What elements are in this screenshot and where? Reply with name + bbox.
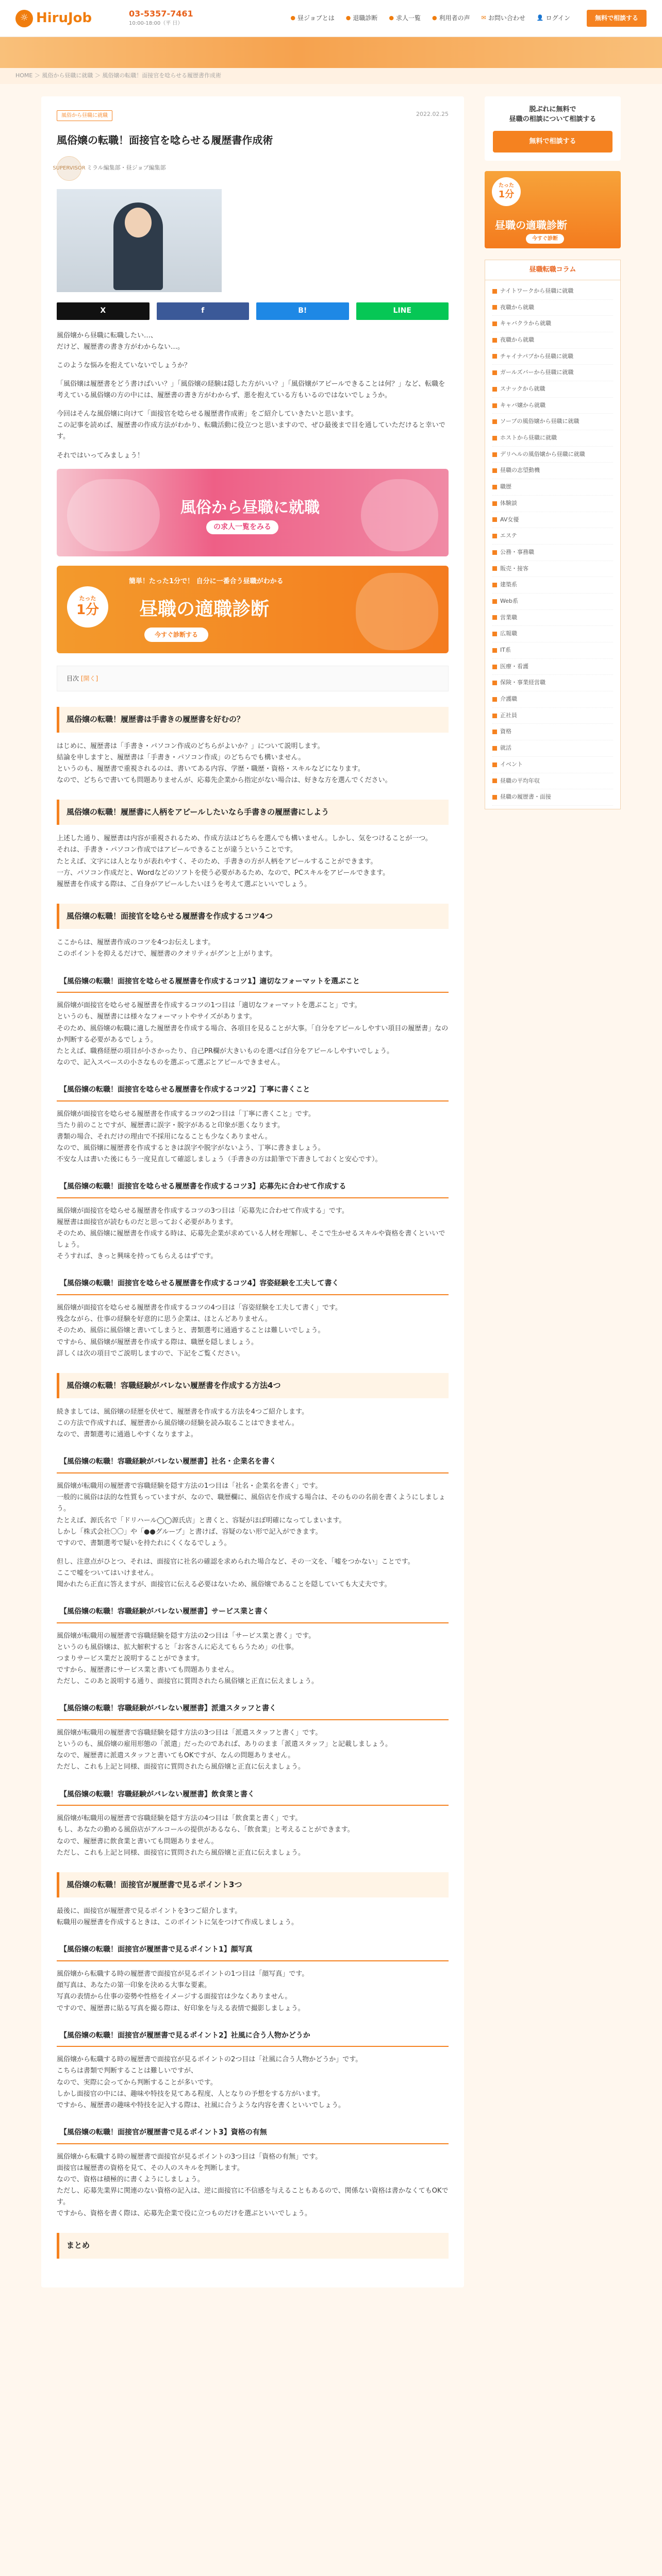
category-label: 昼職の志望動機: [500, 467, 540, 474]
category-label: 職歴: [500, 483, 511, 490]
body-paragraph: 風俗嬢が転職用の履歴書で容職経験を隠す方法の4つ目は「飲食業と書く」です。 もし、あなたの勤める風俗店がアルコールの提供があるなら、「飲食業」と考えることができます。 なので、履歴書に飲食業と書いても問題ありません。 ただし、これも上記と同様、面接官に質問されたら風俗嬢と正直に伝えましょう。: [57, 1815, 354, 1857]
banner2-people: [356, 573, 438, 650]
eyecatch-image: [57, 189, 222, 292]
nav-contact[interactable]: [482, 13, 525, 23]
intro-paragraph: このような悩みを抱えていないでしょうか？: [57, 361, 191, 369]
category-label: 広報職: [500, 630, 517, 637]
one-minute-badge: [67, 586, 108, 628]
site-header: [0, 0, 662, 37]
body-paragraph: 風俗嬢が面接官を唸らせる履歴書を作成するコツの4つ目は「容姿経験を工夫して書く」です。 残念ながら、仕事の経験を好意的に思う企業は、ほとんどありません。 そのため、風俗に風俗嬢と書いてしまうと、書類選考に通過することは難しいでしょう。 ですから、風俗嬢が履歴書を作成する際は、職歴を隠しましょう。 詳しくは次の項目でご説明しますので、下記をご覧ください。: [57, 1304, 342, 1358]
category-link[interactable]: [492, 561, 613, 578]
category-label: 医療・看護: [500, 663, 528, 670]
category-link[interactable]: [492, 479, 613, 496]
section-heading: 風俗嬢の転職！履歴書に人柄をアピールしたいなら手書きの履歴書にしよう: [57, 800, 449, 825]
share-buttons: [57, 302, 449, 320]
body-paragraph: 但し、注意点がひとつ、それは、面接官に社名の確認を求められた場合など、その一文を、「嘘をつかない」ことです。 ここで嘘をついてはいけません。 聞かれたら正直に答えますが、面接官に伝える必要はないため、風俗嬢であることを隠していても大丈夫です。: [57, 1557, 415, 1589]
category-link[interactable]: [492, 349, 613, 365]
body-paragraph: ここからは、履歴書作成のコツを4つお伝えします。 このポイントを抑えるだけで、履歴書のクオリティがグンと上がります。: [57, 939, 277, 958]
category-label: 販売・接客: [500, 565, 528, 572]
consult-button[interactable]: 無料で相談する: [587, 10, 647, 26]
logo-sun-icon: ☼: [15, 10, 33, 27]
square-bullet-icon: [492, 305, 497, 310]
category-link[interactable]: [492, 659, 613, 675]
nav-about[interactable]: [290, 13, 334, 23]
category-label: ナイトワークから昼職に就職: [500, 287, 574, 294]
square-bullet-icon: [492, 632, 497, 636]
category-link[interactable]: [492, 724, 613, 740]
category-label: 昼職の履歴書・面接: [500, 793, 551, 801]
category-label: チャイナパブから昼職に就職: [500, 352, 574, 360]
article-meta: [57, 110, 449, 121]
nav-label: 昼ジョブとは: [297, 14, 335, 22]
sidebar-cta: [485, 96, 621, 161]
body-paragraph: 風俗嬢から転職する時の履歴書で面接官が見るポイントの1つ目は「顔写真」です。 顔写真は、あなたの第一印象を決める大事な要素。 写真の表情から仕事の姿勢や性格をイメージする面接官は少なくありません。 ですので、履歴書に貼る写真を撮る際は、好印象を与える表情で撮影しましょう。: [57, 1970, 309, 2012]
subsection-heading: 【風俗嬢の転職！面接官を唸らせる履歴書を作成するコツ4】容姿経験を工夫して書く: [57, 1274, 449, 1295]
category-label: 就活: [500, 744, 511, 752]
square-bullet-icon: [492, 599, 497, 604]
nav-label: 退職診断: [353, 14, 378, 22]
square-bullet-icon: [492, 550, 497, 555]
article-title: 風俗嬢の転職！面接官を唸らせる履歴書作成術: [57, 133, 273, 146]
category-label: 保険・事業経営職: [500, 679, 545, 686]
article-body: [57, 707, 449, 2259]
category-link[interactable]: [492, 773, 613, 790]
category-link[interactable]: [492, 512, 613, 529]
square-bullet-icon: [492, 289, 497, 294]
category-label: ソープの風俗嬢から昼職に就職: [500, 418, 580, 425]
body-paragraph: 風俗嬢から転職する時の履歴書で面接官が見るポイントの3つ目は「資格の有無」です。 面接官は履歴書の資格を見て、その人のスキルを判断します。 なので、資格は積極的に書くようにしましょう。 ただし、応募先業界に関連のない資格の記入は、逆に面接官に不信感を与えることもあるので、関係ない資格は書かなくてもOKです。 ですから、資格を書く際は、応募先企業で役に立つものだけを選ぶといいでしょう。: [57, 2153, 449, 2218]
author-avatar: SUPERVISOR: [57, 156, 81, 181]
intro: [57, 330, 449, 462]
body-paragraph: 続きましては、風俗嬢の経歴を伏せて、履歴書を作成する方法を4つご紹介します。 この方法で作成すれば、履歴書から風俗嬢の経験を読み取ることはできません。 なので、書類選考に通過しやすくなりますよ。: [57, 1408, 308, 1439]
mail-icon: ✉: [481, 14, 486, 22]
chat-icon: ●: [432, 14, 437, 22]
subsection-heading: 【風俗嬢の転職！面接官が履歴書で見るポイント3】資格の有無: [57, 2123, 449, 2144]
square-bullet-icon: [492, 615, 497, 620]
category-link[interactable]: [492, 708, 613, 724]
category-label: 公務・事務職: [500, 548, 534, 555]
square-bullet-icon: [492, 501, 497, 506]
category-link[interactable]: [492, 381, 613, 398]
square-bullet-icon: [492, 566, 497, 571]
category-link[interactable]: [492, 740, 613, 757]
category-label: スナックから就職: [500, 385, 545, 392]
body-paragraph: 風俗嬢から転職する時の履歴書で面接官が見るポイントの2つ目は「社風に合う人物かどうか」です。 こちらは書類で判断することは難しいですが、 なので、実際に会ってから判断することが多いです。 しかし面接官の中には、趣味や特技を見てある程度、人となりの予想をする方がいます。 ですから、履歴書の趣味や特技を記入する際は、社風に合うような内容を書くといいでしょう。: [57, 2056, 362, 2109]
square-bullet-icon: [492, 321, 497, 326]
banner2-cta: 今すぐ診断する: [144, 628, 208, 642]
author-block: [53, 156, 449, 181]
category-link[interactable]: [492, 789, 613, 806]
site-logo[interactable]: [15, 7, 103, 29]
category-label: イベント: [500, 760, 523, 768]
square-bullet-icon: [492, 648, 497, 653]
category-label: 資格: [500, 728, 511, 735]
square-bullet-icon: [492, 517, 497, 522]
square-bullet-icon: [492, 403, 497, 408]
category-label: 体験談: [500, 499, 517, 506]
category-link[interactable]: [492, 414, 613, 430]
section-heading: 風俗嬢の転職！面接官を唸らせる履歴書を作成するコツ4つ: [57, 904, 449, 929]
nav-login[interactable]: [537, 13, 570, 23]
square-bullet-icon: [492, 468, 497, 473]
toc-label: 目次: [67, 674, 79, 682]
nav-label: 求人一覧: [396, 14, 421, 22]
category-label: デリヘルの風俗嬢から昼職に就職: [500, 450, 585, 457]
nav-voices[interactable]: [432, 13, 470, 23]
category-link[interactable]: [492, 675, 613, 691]
square-bullet-icon: [492, 534, 497, 538]
breadcrumb[interactable]: HOME ＞ 風俗から昼職に就職 ＞ 風俗嬢の転職！面接官を唸らせる履歴書作成術: [0, 68, 662, 84]
category-label: 昼職の平均年収: [500, 777, 540, 784]
category-link[interactable]: [492, 300, 613, 316]
category-label: ホストから昼職に就職: [500, 434, 557, 442]
category-label: Web系: [500, 597, 518, 604]
category-link[interactable]: [492, 691, 613, 708]
square-bullet-icon: [492, 665, 497, 669]
section-heading: 風俗嬢の転職！履歴書は手書きの履歴書を好むの？: [57, 707, 449, 733]
banner1-sub: の求人一覧をみる: [206, 520, 278, 535]
category-link[interactable]: [492, 610, 613, 626]
sidebar-cta-text: 脱ぷれに無料で 昼職の相談について相談する: [509, 105, 597, 124]
intro-paragraph: 風俗嬢から昼職に転職したい…、 だけど、履歴書の書き方がわからない…。: [57, 331, 185, 351]
square-bullet-icon: [492, 485, 497, 489]
info-icon: ●: [290, 14, 295, 22]
banner2-lead: 簡単！たった1分で！ 自分に一番合う昼職がわかる: [129, 577, 284, 585]
category-link[interactable]: [492, 332, 613, 349]
square-bullet-icon: [492, 338, 497, 343]
body-paragraph: 風俗嬢が転職用の履歴書で容職経験を隠す方法の3つ目は「派遣スタッフと書く」です。 というのも、風俗嬢の雇用形態の「派遣」だったのであれば、ありのまま「派遣スタッフ」と記載しましょう。 なので、履歴書に派遣スタッフと書いてもOKですが、なんの問題ありません。 ただし、これも上記と同様、面接官に質問されたら風俗嬢と正直に伝えましょう。: [57, 1729, 392, 1771]
share-x-button[interactable]: X: [57, 302, 150, 320]
square-bullet-icon: [492, 795, 497, 800]
body-paragraph: 風俗嬢が面接官を唸らせる履歴書を作成するコツの2つ目は「丁寧に書くこと」です。 当たり前のことですが、履歴書に誤字・脱字があると印象が悪くなります。 書類の場合、それだけの理由で不採用になることも少なくありません。 なので、風俗嬢に履歴書を作成するときは誤字や脱字がないよう、丁寧に書きましょう。 不安な人は書いた後にもう一度見直して確認しましょう（手書きの方は鉛筆で下書きしておくと安心です）。: [57, 1110, 382, 1164]
column-title: 昼職転職コラム: [485, 260, 621, 280]
author-name[interactable]: ミラル編集部・昼ジョブ編集部: [87, 164, 166, 172]
square-bullet-icon: [492, 762, 497, 767]
content-wrapper: [0, 84, 662, 2287]
body-paragraph: 風俗嬢が転職用の履歴書で容職経験を隠す方法の2つ目は「サービス業と書く」です。 というのも風俗嬢は、拡大解釈すると「お客さんに応えてもらうため」の仕事。 つまりサービス業だと説明することができます。 ですから、履歴書にサービス業と書いても問題ありません。 ただし、このあと説明する通り、面接官に質問されたら風俗嬢と正直に伝えましょう。: [57, 1632, 319, 1686]
login-label: ログイン: [545, 14, 570, 22]
subsection-heading: 【風俗嬢の転職！面接官が履歴書で見るポイント2】社風に合う人物かどうか: [57, 2026, 449, 2047]
badge-top: たった: [79, 595, 96, 602]
phone-block: [129, 9, 193, 27]
square-bullet-icon: [492, 387, 497, 392]
nav-label: 利用者の声: [439, 14, 470, 22]
subsection-heading: 【風俗嬢の転職！容職経験がバレない履歴書】サービス業と書く: [57, 1602, 449, 1623]
sidebar-banner-cta: 今すぐ診断: [526, 234, 564, 244]
phone-number[interactable]: 03-5357-7461: [129, 9, 193, 19]
check-icon: ●: [345, 14, 351, 22]
hero-strip: [0, 37, 662, 68]
badge-num: 1分: [76, 602, 100, 618]
section-heading: 風俗嬢の転職！容職経験がバレない履歴書を作成する方法4つ: [57, 1373, 449, 1399]
nav-diagnosis[interactable]: [346, 13, 378, 23]
subsection-heading: 【風俗嬢の転職！面接官を唸らせる履歴書を作成するコツ2】丁寧に書くこと: [57, 1080, 449, 1101]
job-list-banner[interactable]: [57, 469, 449, 556]
category-link[interactable]: [492, 283, 613, 300]
category-label: キャバ嬢から就職: [500, 401, 545, 409]
publish-date: 2022.02.25: [416, 110, 449, 117]
category-list: [485, 280, 621, 809]
table-of-contents: [57, 666, 449, 691]
category-link[interactable]: [492, 577, 613, 594]
badge-num: 1分: [498, 189, 515, 200]
category-link[interactable]: [492, 626, 613, 642]
intro-paragraph: 今回はそんな風俗嬢に向けて「面接官を唸らせる履歴書作成術」をご紹介していきたいと思います。 この記事を読めば、履歴書の作成方法がわかり、転職活動に役立つと思いますので、ぜひ最後まで目を通していただけると幸いです。: [57, 410, 445, 441]
woman-face: [125, 208, 152, 238]
square-bullet-icon: [492, 370, 497, 375]
category-link[interactable]: [492, 430, 613, 447]
global-nav: [290, 10, 647, 26]
square-bullet-icon: [492, 681, 497, 685]
category-label: AV女優: [500, 516, 519, 523]
category-link[interactable]: [492, 398, 613, 414]
logo-text: HiruJob: [36, 10, 92, 26]
square-bullet-icon: [492, 778, 497, 783]
category-label: 営業職: [500, 614, 517, 621]
banner2-title: 昼職の適職診断: [139, 598, 270, 620]
user-icon: 👤: [536, 14, 544, 22]
subsection-heading: 【風俗嬢の転職！容職経験がバレない履歴書】社名・企業名を書く: [57, 1452, 449, 1473]
category-label: 建築系: [500, 581, 517, 588]
category-label: 介護職: [500, 696, 517, 703]
square-bullet-icon: [492, 354, 497, 359]
square-bullet-icon: [492, 697, 497, 702]
article: [41, 96, 464, 2287]
intro-paragraph: それではいってみましょう！: [57, 451, 144, 460]
subsection-heading: 【風俗嬢の転職！面接官が履歴書で見るポイント1】顔写真: [57, 1940, 449, 1961]
business-hours: 10:00-18:00（平 日）: [129, 20, 183, 26]
category-link[interactable]: [492, 447, 613, 463]
badge-top: たった: [499, 182, 514, 189]
square-bullet-icon: [492, 452, 497, 457]
category-tag[interactable]: 風俗から昼職に就職: [57, 110, 112, 121]
category-label: 夜職から就職: [500, 303, 534, 311]
banner1-title: 風俗から昼職に就職: [180, 498, 320, 517]
share-line-button[interactable]: LINE: [356, 302, 449, 320]
banner-people-left: [67, 479, 160, 551]
category-label: ガールズバーから昼職に就職: [500, 369, 574, 376]
category-link[interactable]: [492, 545, 613, 561]
toc-toggle[interactable]: [開く]: [80, 674, 98, 682]
list-icon: ●: [389, 14, 394, 22]
category-label: 夜職から就職: [500, 336, 534, 343]
category-label: エステ: [500, 532, 517, 539]
diagnosis-banner[interactable]: [57, 566, 449, 653]
share-facebook-button[interactable]: f: [157, 302, 250, 320]
nav-jobs[interactable]: [389, 13, 421, 23]
section-heading: まとめ: [57, 2233, 449, 2259]
category-link[interactable]: [492, 496, 613, 512]
section-heading: 風俗嬢の転職！面接官が履歴書で見るポイント3つ: [57, 1872, 449, 1898]
intro-paragraph: 「風俗嬢は履歴書をどう書けばいい？」「風俗嬢の経験は隠した方がいい？」「風俗嬢がアピールできることは何？」など、転職を考えている風俗嬢の方の中には、履歴書の書き方がわからず、悪を抱えている方もいるのではないでしょうか。: [57, 380, 445, 400]
subsection-heading: 【風俗嬢の転職！容職経験がバレない履歴書】派遣スタッフと書く: [57, 1699, 449, 1720]
category-link[interactable]: [492, 642, 613, 659]
square-bullet-icon: [492, 419, 497, 424]
share-hatena-button[interactable]: B!: [256, 302, 349, 320]
square-bullet-icon: [492, 583, 497, 587]
body-paragraph: 風俗嬢が転職用の履歴書で容職経験を隠す方法の1つ目は「社名・企業名を書く」です。 一般的に風俗は法的な性質もっていますが、なので、職歴欄に、風俗店を作成する場合は、そのものの名前を書くようにしましょう。 たとえば、源氏名で「ドリハール◯◯源氏店」と書くと、容疑がほぼ明確になってしまいます。 しかし「株式会社〇〇」や「●●グループ」と書けば、容疑のない形で記入ができます。 ですので、書類選考で疑いを持たれにくくなるでしょう。: [57, 1482, 445, 1547]
subsection-heading: 【風俗嬢の転職！面接官を唸らせる履歴書を作成するコツ3】応募先に合わせて作成する: [57, 1177, 449, 1198]
category-link[interactable]: [492, 365, 613, 381]
banner-people-right: [361, 479, 438, 551]
body-paragraph: はじめに、履歴書は「手書き・パソコン作成のどちらがよいか？」について説明します。 結論を申しますと、履歴書は「手書き・パソコン作成」のどちらでも構いません。 というのも、履歴書で重視されるのは、書いてある内容、学歴・職歴・資格・スキルなどになります。 なので、どちらで書いても問題ありませんが、応募先企業から指定がない場合は、好きな方を選んでください。: [57, 742, 392, 784]
body-paragraph: 風俗嬢が面接官を唸らせる履歴書を作成するコツの1つ目は「適切なフォーマットを選ぶこと」です。 というのも、履歴書には様々なフォーマットやサイズがあります。 そのため、風俗嬢の転職に適した履歴書を作成する場合、各項目を見ることが大事。「自分をアピールしやすい項目の履歴書」なのか判断する必要があるでしょう。 たとえば、職務経歴の項目が小さかったり、自己PR欄が大きいものを選べば自分をアピールしやすいでしょう。 なので、記入スペースの小さなものを選ぶって選ぶとアピールできません。: [57, 1002, 449, 1066]
body-paragraph: 最後に、面接官が履歴書で見るポイントを3つご紹介します。 転職用の履歴書を作成するときは、このポイントに気をつけて作成しましょう。: [57, 1907, 299, 1927]
body-paragraph: 風俗嬢が面接官を唸らせる履歴書を作成するコツの3つ目は「応募先に合わせて作成する」です。 履歴書は面接官が読むものだと思っておく必要があります。 そのため、風俗嬢に履歴書を作成する時は、応募先企業が求めている人材を理解し、そこで生かせるスキルや資格を書くといいでしょう。 そうすれば、きっと興味を持ってもらえるはずです。: [57, 1207, 445, 1261]
category-link[interactable]: [492, 463, 613, 479]
sidebar-diagnosis-banner[interactable]: [485, 171, 621, 248]
subsection-heading: 【風俗嬢の転職！面接官を唸らせる履歴書を作成するコツ1】適切なフォーマットを選ぶこと: [57, 972, 449, 993]
square-bullet-icon: [492, 714, 497, 718]
sidebar-consult-button[interactable]: 無料で相談する: [493, 131, 613, 152]
sidebar-one-minute-badge: [492, 177, 521, 206]
sidebar: [485, 96, 621, 2287]
square-bullet-icon: [492, 730, 497, 734]
category-label: キャバクラから就職: [500, 320, 551, 327]
square-bullet-icon: [492, 436, 497, 440]
category-link[interactable]: [492, 757, 613, 773]
category-link[interactable]: [492, 594, 613, 610]
body-paragraph: 上述した通り、履歴書は内容が重視されるため、作成方法はどちらを選んでも構いません。しかし、気をつけることが一つ。 それは、手書き・パソコン作成ではアピールできることが違うということです。 たとえば、文字には人となりが表れやすく、そのため、手書きの方が人柄をアピールすることができます。 一方、パソコン作成だと、Wordなどのソフトを使う必要があるため、なので、PCスキルをアピールできます。 履歴書を作成する際は、ご自身がアピールしたいほうを考えて選ぶといいでしょう。: [57, 835, 432, 888]
category-label: 正社員: [500, 711, 517, 719]
subsection-heading: 【風俗嬢の転職！容職経験がバレない履歴書】飲食業と書く: [57, 1785, 449, 1806]
nav-label: お問い合わせ: [488, 14, 525, 22]
square-bullet-icon: [492, 746, 497, 751]
category-link[interactable]: [492, 528, 613, 545]
category-link[interactable]: [492, 316, 613, 332]
sidebar-banner-title: 昼職の適職診断: [495, 218, 567, 231]
category-label: IT系: [500, 647, 511, 653]
